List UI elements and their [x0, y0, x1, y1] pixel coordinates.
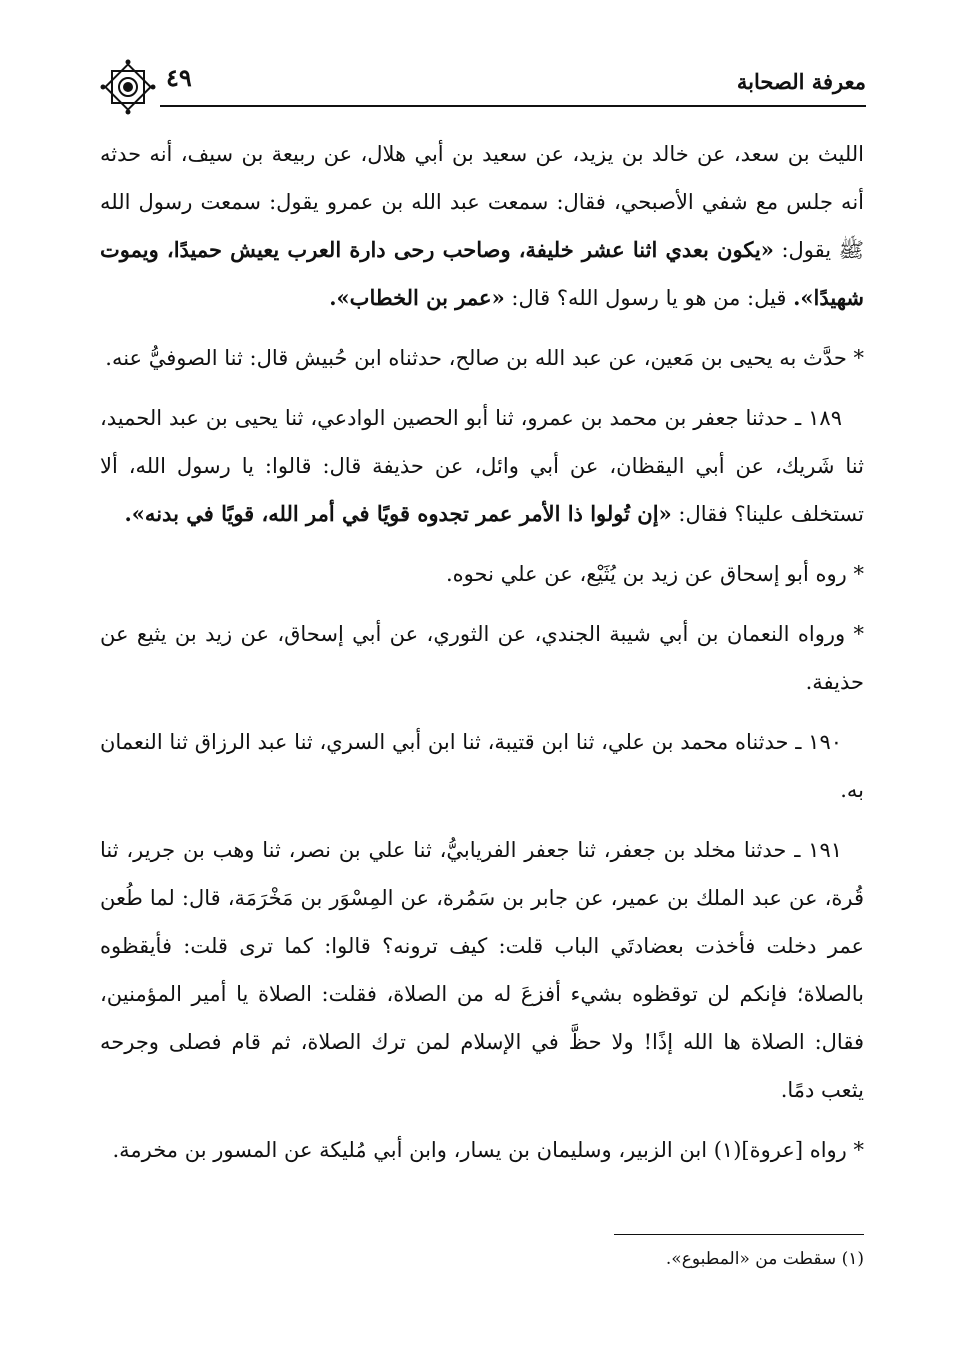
note-4: * رواه [عروة](١) ابن الزبير، وسليمان بن يسار، وابن أبي مُليكة عن المسور بن مخرمة.	[112, 1138, 864, 1162]
note-2: * روه أبو إسحاق عن زيد بن يُثَيْع، عن علي نحوه.	[445, 562, 864, 586]
paragraph-190: ١٩٠ ـ حدثناه محمد بن علي، ثنا ابن قتيبة، ثنا ابن أبي السري، ثنا عبد الرزاق ثنا النعمان به.	[100, 730, 864, 802]
paragraph-1	[100, 130, 864, 322]
paragraph-1-question: قيل: من هو يا رسول الله؟ قال:	[511, 286, 787, 310]
footnote-rule	[614, 1234, 864, 1235]
footnote: (١) سقطت من «المطبوع».	[665, 1249, 864, 1269]
book-title: معرفة الصحابة	[736, 69, 866, 94]
note-1: * حدَّث به يحيى بن مَعين، عن عبد الله بن صالح، حدثناه ابن حُبيش قال: ثنا الصوفيُّ عنه.	[105, 346, 864, 370]
hadith-text-1: «يكون بعدي اثنا عشر خليفة، وصاحب رحى دارة العرب يعيش حميدًا، ويموت شهيدًا».	[100, 237, 864, 310]
hadith-answer-1: «عمر بن الخطاب».	[329, 285, 505, 310]
paragraph-189-text: ١٨٩ ـ حدثنا جعفر بن محمد بن عمرو، ثنا أبو الحصين الوادعي، ثنا يحيى بن عبد الحميد، ثنا شَريك، عن أبي اليقظان، عن أبي وائل، عن حذيفة قال: قالوا: يا رسول الله، ألا تستخلف علينا؟ فقال:	[100, 406, 864, 526]
paragraph-191: ١٩١ ـ حدثنا مخلد بن جعفر، ثنا جعفر الفريابيُّ، ثنا علي بن نصر، ثنا وهب بن جرير، ثنا قُرة، عن عبد الملك بن عمير، عن جابر بن سَمُرة، عن المِسْوَر بن مَخْرَمَة، قال: لما طُعن عمر دخلت فأخذت بعضادتَي الباب قلت: كيف ترونه؟ قالوا: كما ترى قلت: فأيقظوه بالصلاة؛ فإنكم لن توقظوه بشيء أفزعَ له من الصلاة، فقلت: الصلاة يا أمير المؤمنين، فقال: الصلاة ها الله إذًا! ولا حظَّ في الإسلام لمن ترك الصلاة، ثم قام فصلى وجرحه يثعب دمًا.	[100, 838, 864, 1102]
page-number: ٤٩	[166, 63, 192, 92]
header-rule	[160, 105, 866, 107]
note-3: * ورواه النعمان بن أبي شيبة الجندي، عن الثوري، عن أبي إسحاق، عن زيد بن يثيع عن حذيفة.	[100, 622, 864, 694]
octagram-ornament-icon	[100, 59, 156, 115]
hadith-text-189: «إن تُولوا ذا الأمر عمر تجدوه قويًا في أمر الله، قويًا في بدنه».	[124, 501, 672, 526]
page-header	[96, 55, 866, 113]
main-text	[100, 130, 864, 1186]
paragraph-189	[100, 394, 864, 538]
paragraph-1-text: الليث بن سعد، عن خالد بن يزيد، عن سعيد بن أبي هلال، عن ربيعة بن سيف، أنه حدثه أنه جلس مع شفي الأصبحي، فقال: سمعت عبد الله بن عمرو يقول: سمعت رسول الله ﷺ يقول:	[100, 142, 864, 262]
